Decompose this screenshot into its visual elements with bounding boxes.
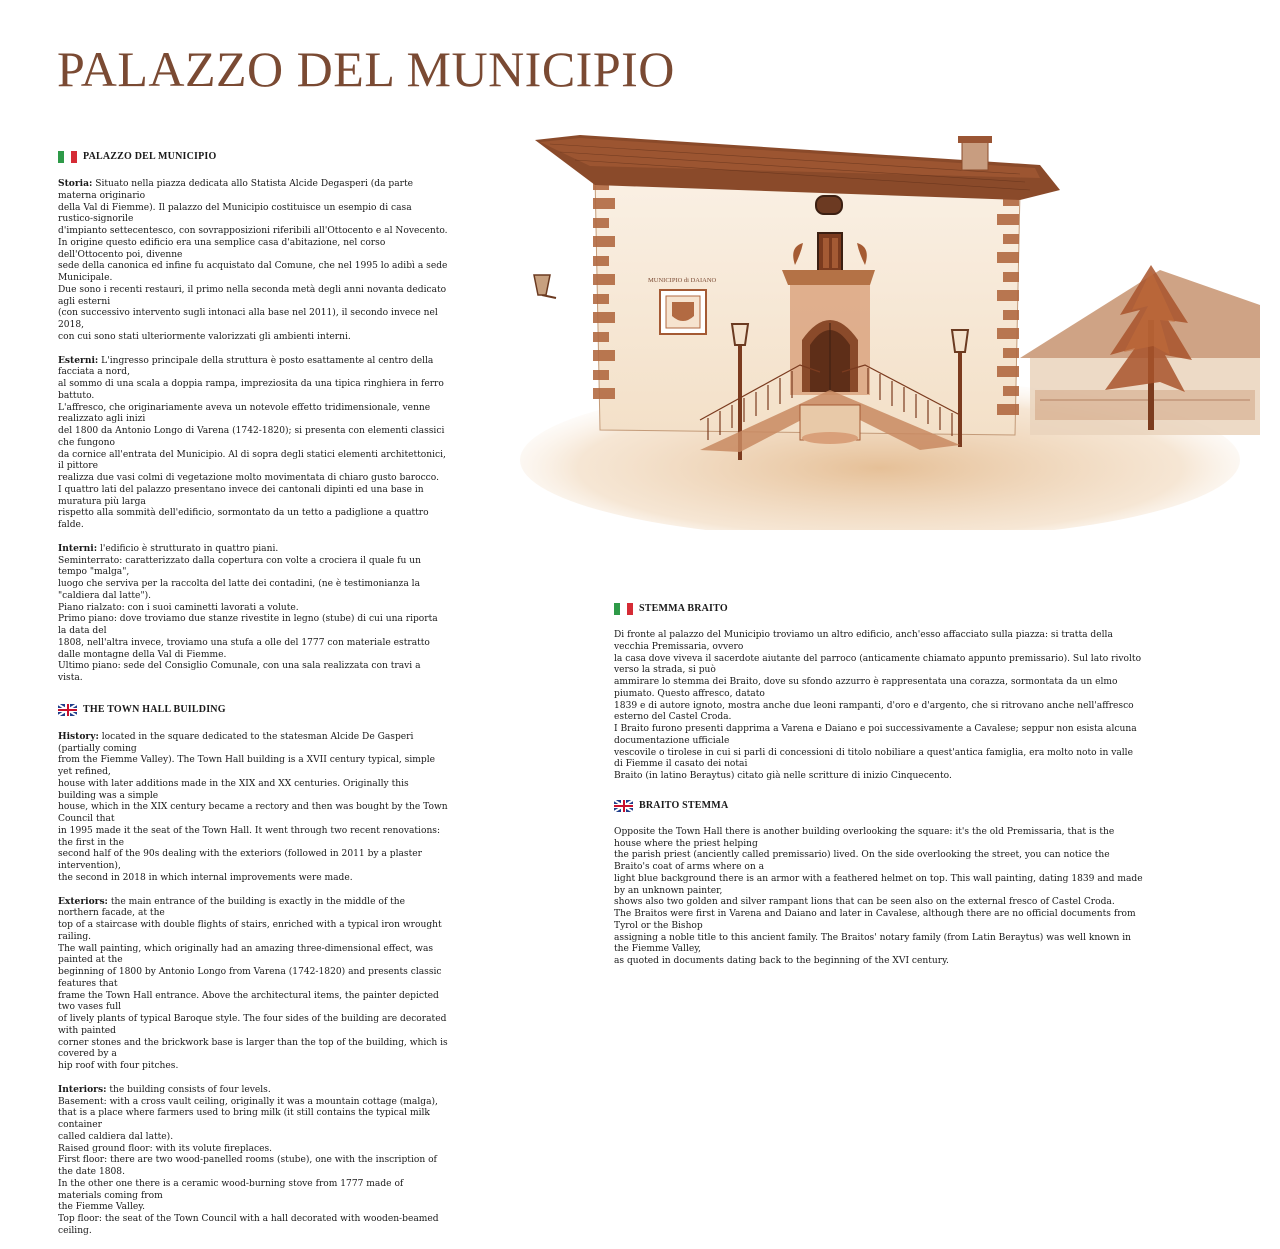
- paragraph-text: Situato nella piazza dedicata allo Statista Alcide Degasperi (da parte materna originario della Val di Fiemme). Il palazzo del Municipio costituisce un esempio di casa rustico-signorile d'impianto settecentesco, con sovrapposizioni riferibili all'Ottocento e al Novecento. In origine questo edificio era una semplice casa d'abitazione, nel corso dell'Ottocento poi, divenne sede della canonica ed infine fu acquistato dal Comune, che nel 1995 lo adibì a sede Municipale. Due sono i recenti restauri, il primo nella seconda metà degli anni novanta dedicato agli esterni (con successivo intervento sugli intonaci alla base nel 2011), il secondo invece nel 2018, con cui sono stati ulteriormente valorizzati gli ambienti interni.: [58, 179, 448, 342]
- paragraph-exteriors: [58, 896, 448, 1073]
- section-heading-label: BRAITO STEMMA: [639, 799, 729, 811]
- paragraph-text: l'edificio è strutturato in quattro piani. Seminterrato: caratterizzato dalla copertura con volte a crociera il quale fu un tempo "malga", luogo che serviva per la raccolta del latte dei contadini, (ne è testimonianza la "caldiera dal latte"). Piano rialzato: con i suoi caminetti lavorati a volute. Primo piano: dove troviamo due stanze rivestite in legno (stube) di cui una riporta la data del 1808, nell'altra invece, troviamo una stufa a olle del 1777 con materiale estratto dalle montagne della Val di Fiemme. Ultimo piano: sede del Consiglio Comunale, con una sala realizzata con travi a vista.: [58, 543, 438, 683]
- section-heading-it-municipio: [58, 150, 448, 164]
- paragraph-label: Exteriors:: [58, 895, 108, 907]
- paragraph-label: Storia:: [58, 178, 93, 189]
- paragraph-label: Interni:: [58, 542, 98, 554]
- paragraph-interiors: [58, 1084, 448, 1238]
- oval-window: [816, 196, 842, 214]
- section-heading-it-stemma: [614, 602, 1144, 616]
- paragraph-stemma-it: Di fronte al palazzo del Municipio troviamo un altro edificio, anch'esso affacciato sulla piazza: si tratta della vecchia Premissaria, ovvero la casa dove viveva il sacerdote aiutante del parroco (anticamente chiamato appunto premissario). Sul lato rivolto verso la strada, si può ammirare lo stemma dei Braito, dove su sfondo azzurro è rappresentata una corazza, sormontata da un elmo piumato. Questo affresco, datato 1839 e di autore ignoto, mostra anche due leoni rampanti, d'oro e d'argento, che si ritrovano anche nell'affresco esterno del Castel Croda. I Braito furono presenti dapprima a Varena e Daiano e poi successivamente a Cavalese; seppur non esista alcuna documentazione ufficiale vescovile o tirolese in cui si parli di concessioni di titolo nobiliare a quest'antica famiglia, era molto noto in valle di Fiemme il casato dei notai Braito (in latino Beraytus) citato già nelle scritture di inizio Cinquecento.: [614, 630, 1142, 781]
- page-title: PALAZZO DEL MUNICIPIO: [57, 41, 675, 97]
- paragraph-label: Interiors:: [58, 1083, 107, 1095]
- uk-flag-icon: [614, 800, 633, 812]
- paragraph-history: [58, 731, 448, 885]
- left-column: [58, 150, 448, 1249]
- municipio-sign-text: MUNICIPIO di DAIANO: [648, 277, 717, 284]
- section-heading-en-town-hall: [58, 703, 448, 717]
- paragraph-text: the building consists of four levels. Basement: with a cross vault ceiling, originally it was a mountain cottage (malga), that is a place where farmers used to bring milk (it still contains the typical milk container called caldiera dal latte). Raised ground floor: with its volute fireplaces. First floor: there are two wood-panelled rooms (stube), one with the inscription of the date 1808. In the other one there is a ceramic wood-burning stove from 1777 made of materials coming from the Fiemme Valley. Top floor: the seat of the Town Council with a hall decorated with wooden-beamed ceiling.: [58, 1084, 439, 1236]
- italian-flag-icon: [614, 603, 633, 615]
- paragraph-text: the main entrance of the building is exactly in the middle of the northern facade, at the top of a staircase with double flights of stairs, enriched with a typical iron wrought railing. The wall painting, which originally had an amazing three-dimensional effect, was painted at the beginning of 1800 by Antonio Longo from Varena (1742-1820) and presents classic features that frame the Town Hall entrance. Above the architectural items, the painter depicted two vases full of lively plants of typical Baroque style. The four sides of the building are decorated with painted corner stones and the brickwork base is larger than the top of the building, which is covered by a hip roof with four pitches.: [58, 896, 448, 1071]
- paragraph-text: located in the square dedicated to the statesman Alcide De Gasperi (partially coming from the Fiemme Valley). The Town Hall building is a XVII century typical, simple yet refined, house with later additions made in the XIX and XX centuries. Originally this building was a simple house, which in the XIX century became a rectory and then was bought by the Town Council that in 1995 made it the seat of the Town Hall. It went through two recent renovations: the first in the second half of the 90s dealing with the exteriors (followed in 2011 by a plaster intervention), the second in 2018 in which internal improvements were made.: [58, 731, 448, 883]
- wall-lantern-left: [534, 275, 556, 298]
- section-heading-label: THE TOWN HALL BUILDING: [83, 703, 226, 715]
- section-heading-label: STEMMA BRAITO: [639, 603, 728, 615]
- italian-flag-icon: [58, 151, 77, 163]
- paragraph-label: History:: [58, 730, 99, 742]
- town-hall-illustration: [520, 130, 1260, 530]
- paragraph-esterni: [58, 355, 448, 532]
- uk-flag-icon: [58, 704, 77, 716]
- paragraph-stemma-en: Opposite the Town Hall there is another building overlooking the square: it's the old Premissaria, that is the house where the priest helping the parish priest (anciently called premissario) lived. On the side overlooking the street, you can notice the Braito's coat of arms where on a light blue background there is an armor with a feathered helmet on top. This wall painting, dating 1839 and made by an unknown painter, shows also two golden and silver rampant lions that can be seen also on the external fresco of Castel Croda. The Braitos were first in Varena and Daiano and later in Cavalese, although there are no official documents from Tyrol or the Bishop assigning a noble title to this ancient family. The Braitos' notary family (from Latin Beraytus) was well known in the Fiemme Valley, as quoted in documents dating back to the beginning of the XVI century.: [614, 826, 1143, 966]
- paragraph-label: Esterni:: [58, 354, 99, 366]
- section-heading-en-stemma: [614, 799, 1144, 813]
- paragraph-storia: [58, 178, 448, 344]
- chimney: [962, 140, 988, 170]
- right-column: [614, 602, 1144, 979]
- paragraph-interni: [58, 543, 448, 685]
- upper-window: [818, 233, 842, 273]
- paragraph-text: L'ingresso principale della struttura è posto esattamente al centro della facciata a nord, al sommo di una scala a doppia rampa, impreziosita da una tipica ringhiera in ferro battuto. L'affresco, che originariamente aveva un notevole effetto tridimensionale, venne realizzato agli inizi del 1800 da Antonio Longo di Varena (1742-1820); si presenta con elementi classici che fungono da cornice all'entrata del Municipio. Al di sopra degli statici elementi architettonici, il pittore realizza due vasi colmi di vegetazione molto movimentata di chiaro gusto barocco. I quattro lati del palazzo presentano invece dei cantonali dipinti ed una base in muratura più larga rispetto alla sommità dell'edificio, sormontato da un tetto a padiglione a quattro falde.: [58, 355, 446, 530]
- section-heading-label: PALAZZO DEL MUNICIPIO: [83, 151, 217, 163]
